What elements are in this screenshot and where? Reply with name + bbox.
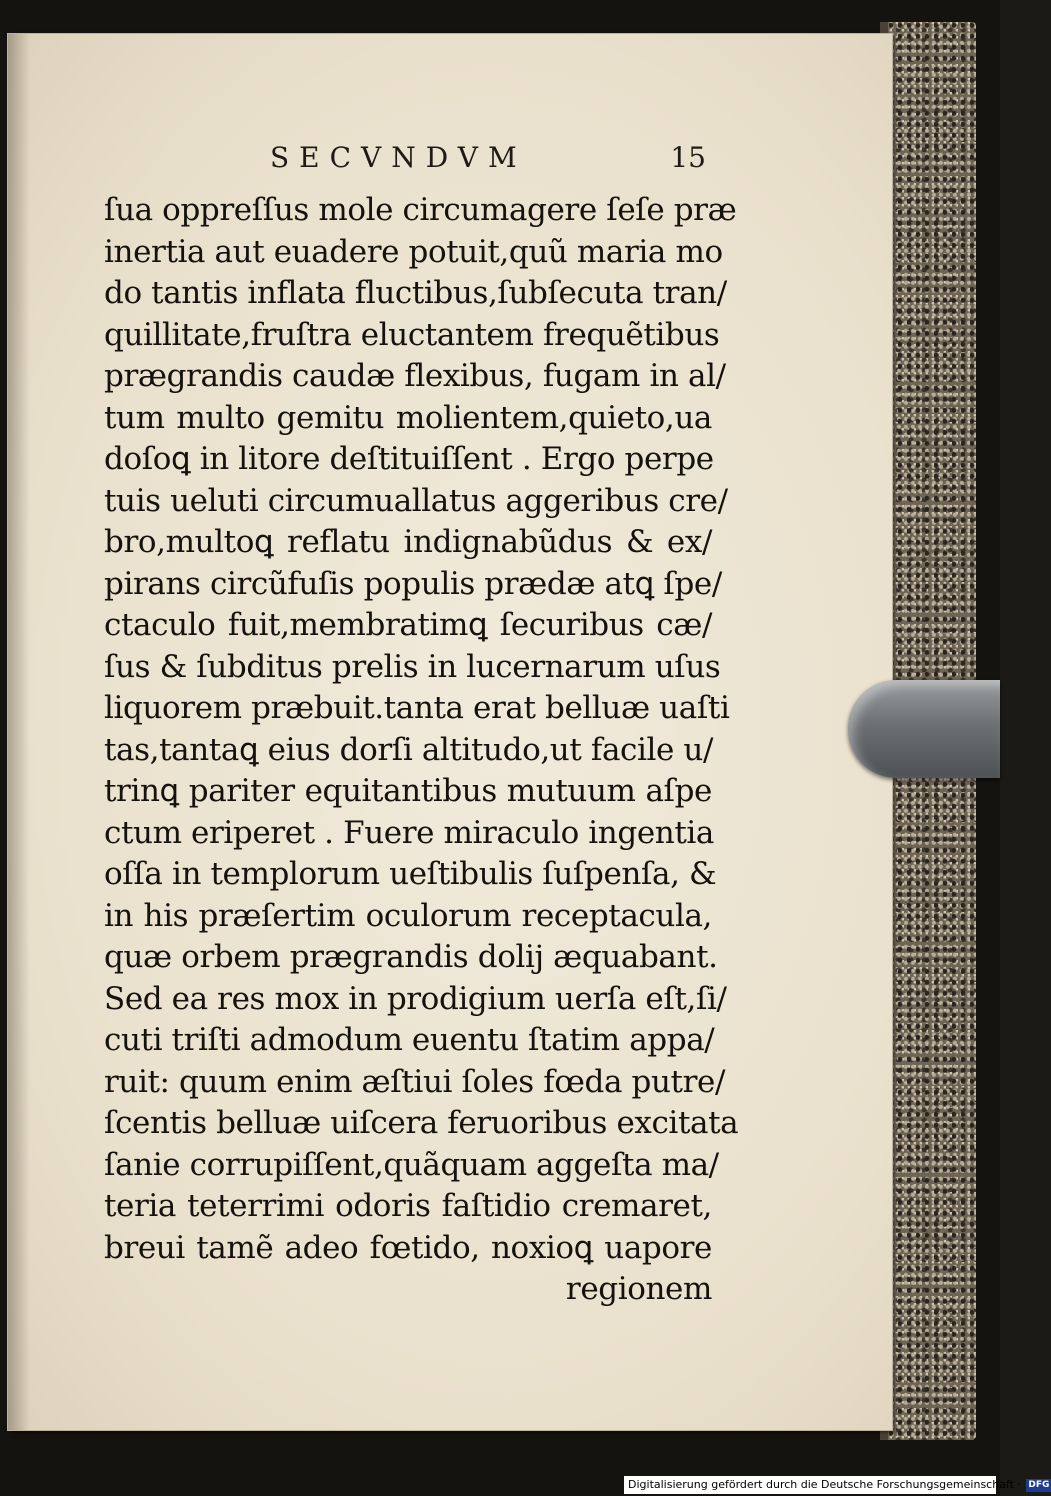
text-line: ſanie corrupiſſent,quãquam aggeſta ma/ bbox=[104, 1146, 719, 1183]
text-line: breui tamẽ adeo fœtido, noxioꝗ uapore bbox=[104, 1229, 712, 1266]
credit-text: Digitalisierung gefördert durch die Deutsche Forschungsgemeinschaft · bbox=[628, 1478, 1021, 1491]
page-header bbox=[104, 140, 710, 180]
catchword: regionem bbox=[565, 1271, 712, 1307]
text-line: inertia aut euadere potuit,quũ maria mo bbox=[104, 233, 723, 270]
text-line: cuti triſti admodum euentu ſtatim appa/ bbox=[104, 1022, 715, 1058]
text-line: pirans circũfuſis populis prædæ atꝗ ſpe/ bbox=[104, 565, 722, 602]
text-line: ſcentis belluæ uiſcera feruoribus excitata bbox=[104, 1105, 739, 1141]
text-line: quæ orbem prægrandis dolij æquabant. bbox=[104, 939, 718, 975]
text-line: liquorem præbuit.tanta erat belluæ uaſti bbox=[104, 690, 730, 726]
text-line: do tantis inflata fluctibus,ſubſecuta tran/ bbox=[104, 275, 727, 311]
text-line: tum multo gemitu molientem,quieto,ua bbox=[104, 399, 712, 436]
text-line: tas,tantaꝗ eius dorſi altitudo,ut facile u/ bbox=[104, 731, 714, 768]
text-line: prægrandis caudæ flexibus, fugam in al/ bbox=[104, 358, 726, 394]
text-line: quillitate,fruſtra eluctantem frequẽtibus bbox=[104, 316, 720, 353]
text-line: doſoꝗ in litore deſtituiſſent . Ergo perpe bbox=[104, 441, 714, 477]
page-gutter-shadow bbox=[8, 34, 30, 1430]
text-line: in his præſertim oculorum receptacula, bbox=[104, 897, 712, 934]
text-line: oſſa in templorum ueſtibulis ſuſpenſa, & bbox=[104, 856, 717, 892]
text-line: ctum eriperet . Fuere miraculo ingentia bbox=[104, 814, 714, 851]
text-line: Sed ea res mox in prodigium uerſa eſt,ſi/ bbox=[104, 980, 727, 1017]
text-line: ſua oppreſſus mole circumagere ſeſe præ bbox=[104, 192, 737, 228]
text-line: trinꝗ pariter equitantibus mutuum aſpe bbox=[104, 773, 712, 809]
body-text bbox=[104, 190, 739, 1311]
page-number: 15 bbox=[670, 141, 706, 174]
text-line: bro,multoꝗ reflatu indignabũdus & ex/ bbox=[104, 524, 712, 560]
dfg-logo-icon: DFG bbox=[1028, 1479, 1050, 1490]
text-line: ruit: quum enim æſtiui ſoles fœda putre/ bbox=[104, 1063, 726, 1100]
text-line: ſus & ſubditus prelis in lucernarum uſus bbox=[104, 648, 721, 685]
running-head: SECVNDVM bbox=[270, 141, 527, 174]
text-line: tuis ueluti circumuallatus aggeribus cre/ bbox=[104, 482, 728, 519]
digitization-credit bbox=[624, 1476, 1050, 1494]
text-line: teria teterrimi odoris faſtidio cremaret, bbox=[104, 1188, 712, 1224]
text-line: ctaculo fuit,membratimꝗ ſecuribus cæ/ bbox=[104, 607, 712, 643]
page-clip-icon bbox=[848, 680, 1000, 778]
